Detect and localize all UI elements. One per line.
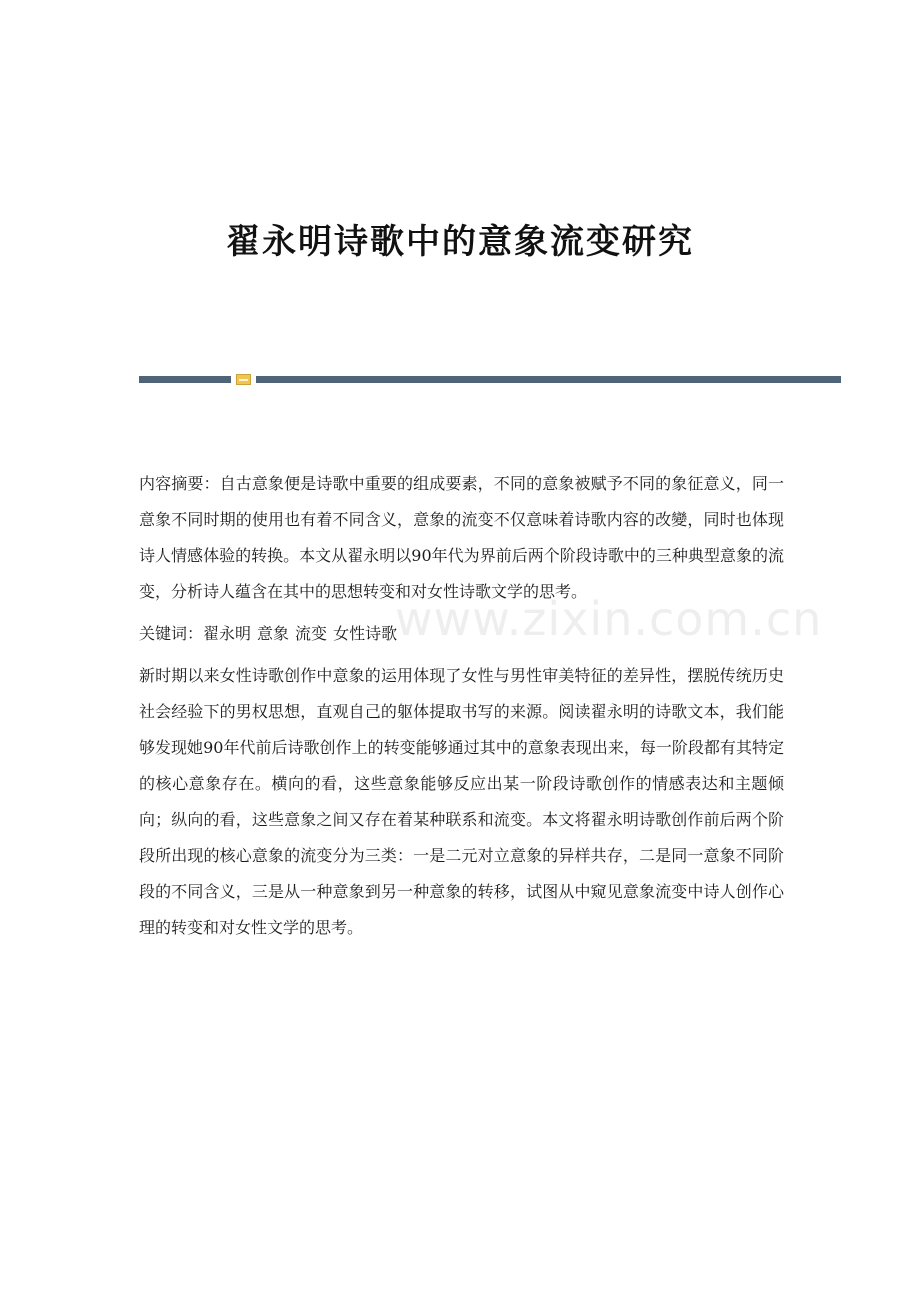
keyword: 流变 xyxy=(295,624,328,643)
abstract-paragraph: 内容摘要：自古意象便是诗歌中重要的组成要素，不同的意象被赋予不同的象征意义，同一意象不同时期的使用也有着不同含义，意象的流变不仅意味着诗歌内容的改變，同时也体现诗人情感体验的转换。本文从翟永明以90年代为界前后两个阶段诗歌中的三种典型意象的流变，分析诗人蕴含在其中的思想转变和对女性诗歌文学的思考。 xyxy=(139,474,784,601)
watermark: www.zixin.com.cn xyxy=(395,592,823,646)
keyword: 女性诗歌 xyxy=(333,624,398,643)
title-divider xyxy=(139,374,841,384)
divider-bar-left xyxy=(139,376,231,383)
keyword: 翟永明 xyxy=(203,624,252,643)
divider-bar-right xyxy=(256,376,841,383)
divider-emblem-icon xyxy=(236,374,251,385)
document-content xyxy=(139,466,784,952)
document-title: 翟永明诗歌中的意象流变研究 xyxy=(226,222,694,262)
keyword: 意象 xyxy=(257,624,290,643)
keywords-label: 关键词： xyxy=(139,624,204,643)
keywords-line xyxy=(139,616,784,652)
body-paragraph: 新时期以来女性诗歌创作中意象的运用体现了女性与男性审美特征的差异性，摆脱传统历史社会经验下的男权思想，直观自己的躯体提取书写的来源。阅读翟永明的诗歌文本，我们能够发现她90年代前后诗歌创作上的转变能够通过其中的意象表现出来，每一阶段都有其特定的核心意象存在。横向的看，这些意象能够反应出某一阶段诗歌创作的情感表达和主题倾向；纵向的看，这些意象之间又存在着某种联系和流变。本文将翟永明诗歌创作前后两个阶段所出现的核心意象的流变分为三类：一是二元对立意象的异样共存，二是同一意象不同阶段的不同含义，三是从一种意象到另一种意象的转移，试图从中窥见意象流变中诗人创作心理的转变和对女性文学的思考。 xyxy=(139,666,784,937)
